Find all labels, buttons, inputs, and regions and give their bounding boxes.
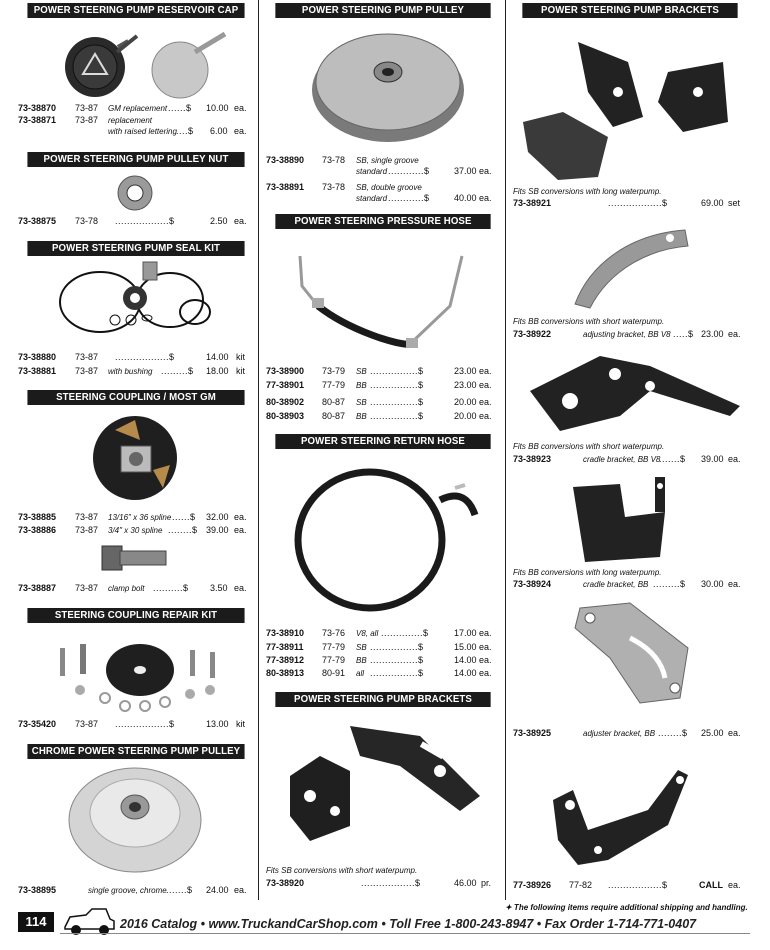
section-header-chrome-pulley: CHROME POWER STEERING PUMP PULLEY	[27, 744, 244, 759]
table-row: 73-38900 73-79 SB ................$ 23.00 ea.	[266, 366, 492, 376]
footer-contact-line: 2016 Catalog • www.TruckandCarShop.com • Toll Free 1-800-243-8947 • Fax Order 1-714-771-0407	[120, 917, 697, 931]
section-header-seal-kit: POWER STEERING PUMP SEAL KIT	[27, 241, 244, 256]
section-header-return-hose: POWER STEERING RETURN HOSE	[275, 434, 490, 449]
table-row: 73-38875 73-78 ..................$ 2.50 ea.	[18, 216, 247, 226]
fitment-note: Fits SB conversions with short waterpump.	[266, 866, 418, 875]
reservoir-cap-image	[55, 22, 235, 107]
cradle-bracket-bbv8-image	[520, 346, 745, 441]
table-row: 73-38881 73-87 with bushing .........$ 18.00 kit	[18, 366, 245, 376]
table-row: 73-38923 cradle bracket, BB V8 .......$ 39.00 ea.	[513, 454, 741, 464]
column-divider-2	[505, 0, 506, 900]
pulley-nut-image	[115, 174, 155, 212]
table-row: 80-38913 80-91 all ................$ 14.00 ea.	[266, 668, 492, 678]
adjuster-bracket-image	[570, 598, 695, 708]
bracket-set-image	[518, 32, 738, 180]
table-row: 73-38880 73-87 ..................$ 14.00 kit	[18, 352, 245, 362]
table-row: 73-38885 73-87 13/16" x 36 spline ......$ 32.00 ea.	[18, 512, 247, 522]
shipping-note: ✦ The following items require additional shipping and handling.	[505, 903, 748, 912]
clamp-bolt-image	[100, 540, 170, 576]
section-header-steering-coupling: STEERING COUPLING / MOST GM	[27, 390, 244, 405]
chrome-pulley-image	[65, 763, 205, 878]
bracket-77-82-image	[548, 750, 698, 870]
table-row: 73-38925 adjuster bracket, BB ........$ 25.00 ea.	[513, 728, 741, 738]
section-header-coupling-repair-kit: STEERING COUPLING REPAIR KIT	[27, 608, 244, 623]
table-row: 77-38901 77-79 BB ................$ 23.00 ea.	[266, 380, 492, 390]
fitment-note: Fits BB conversions with long waterpump.	[513, 568, 662, 577]
table-row: 73-38870 73-87 GM replacement ......$ 10.00 ea.	[18, 103, 247, 113]
table-row: 73-38924 cradle bracket, BB .........$ 30.00 ea.	[513, 579, 741, 589]
section-header-pulley-nut: POWER STEERING PUMP PULLEY NUT	[27, 152, 244, 167]
fitment-note: Fits SB conversions with long waterpump.	[513, 187, 662, 196]
cradle-bracket-bb-image	[565, 472, 675, 567]
pressure-hose-image	[290, 236, 470, 361]
fitment-note: Fits BB conversions with short waterpump.	[513, 442, 665, 451]
coupling-repair-kit-image	[50, 630, 230, 715]
adjusting-bracket-image	[570, 224, 690, 310]
table-row: 77-38911 77-79 SB ................$ 15.00 ea.	[266, 642, 492, 652]
table-row: 73-38922 adjusting bracket, BB V8 .....$ 23.00 ea.	[513, 329, 741, 339]
seal-kit-image	[55, 260, 225, 342]
table-row: 80-38902 80-87 SB ................$ 20.00 ea.	[266, 397, 492, 407]
table-row: 77-38912 77-79 BB ................$ 14.00 ea.	[266, 655, 492, 665]
section-header-pump-pulley: POWER STEERING PUMP PULLEY	[275, 3, 490, 18]
pump-pulley-image	[308, 26, 468, 146]
table-row: 80-38903 80-87 BB ................$ 20.00 ea.	[266, 411, 492, 421]
section-header-pump-brackets-col3: POWER STEERING PUMP BRACKETS	[522, 3, 737, 18]
table-row: 73-35420 73-87 ..................$ 13.00 kit	[18, 719, 245, 729]
table-row: 73-38890 73-78 SB, single groove standard ............$ 37.00 ea.	[266, 155, 492, 176]
pump-brackets-sb-image	[280, 716, 490, 856]
steering-coupling-image	[85, 410, 185, 505]
table-row: 73-38891 73-78 SB, double groove standard ............$ 40.00 ea.	[266, 182, 492, 203]
table-row: 73-38921 ..................$ 69.00 set	[513, 198, 741, 208]
table-row: 73-38895 single groove, chrome .......$ 24.00 ea.	[18, 885, 247, 895]
table-row: 73-38871 73-87 replacement with raised lettering ....$ 6.00 ea.	[18, 115, 247, 136]
page-number: 114	[18, 912, 54, 932]
return-hose-image	[290, 460, 490, 620]
section-header-pump-brackets-col2: POWER STEERING PUMP BRACKETS	[275, 692, 490, 707]
table-row: 73-38920 ..................$ 46.00 pr.	[266, 878, 492, 888]
section-header-pressure-hose: POWER STEERING PRESSURE HOSE	[275, 214, 490, 229]
table-row: 77-38926 77-82 ..................$ CALL ea.	[513, 880, 741, 890]
column-divider-1	[258, 0, 259, 900]
section-header-reservoir-cap: POWER STEERING PUMP RESERVOIR CAP	[27, 3, 244, 18]
fitment-note: Fits BB conversions with short waterpump.	[513, 317, 665, 326]
table-row: 73-38886 73-87 3/4" x 30 spline ........$ 39.00 ea.	[18, 525, 247, 535]
table-row: 73-38910 73-76 V8, all ..............$ 17.00 ea.	[266, 628, 492, 638]
footer-rule	[60, 933, 750, 934]
table-row: 73-38887 73-87 clamp bolt ..........$ 3.50 ea.	[18, 583, 247, 593]
